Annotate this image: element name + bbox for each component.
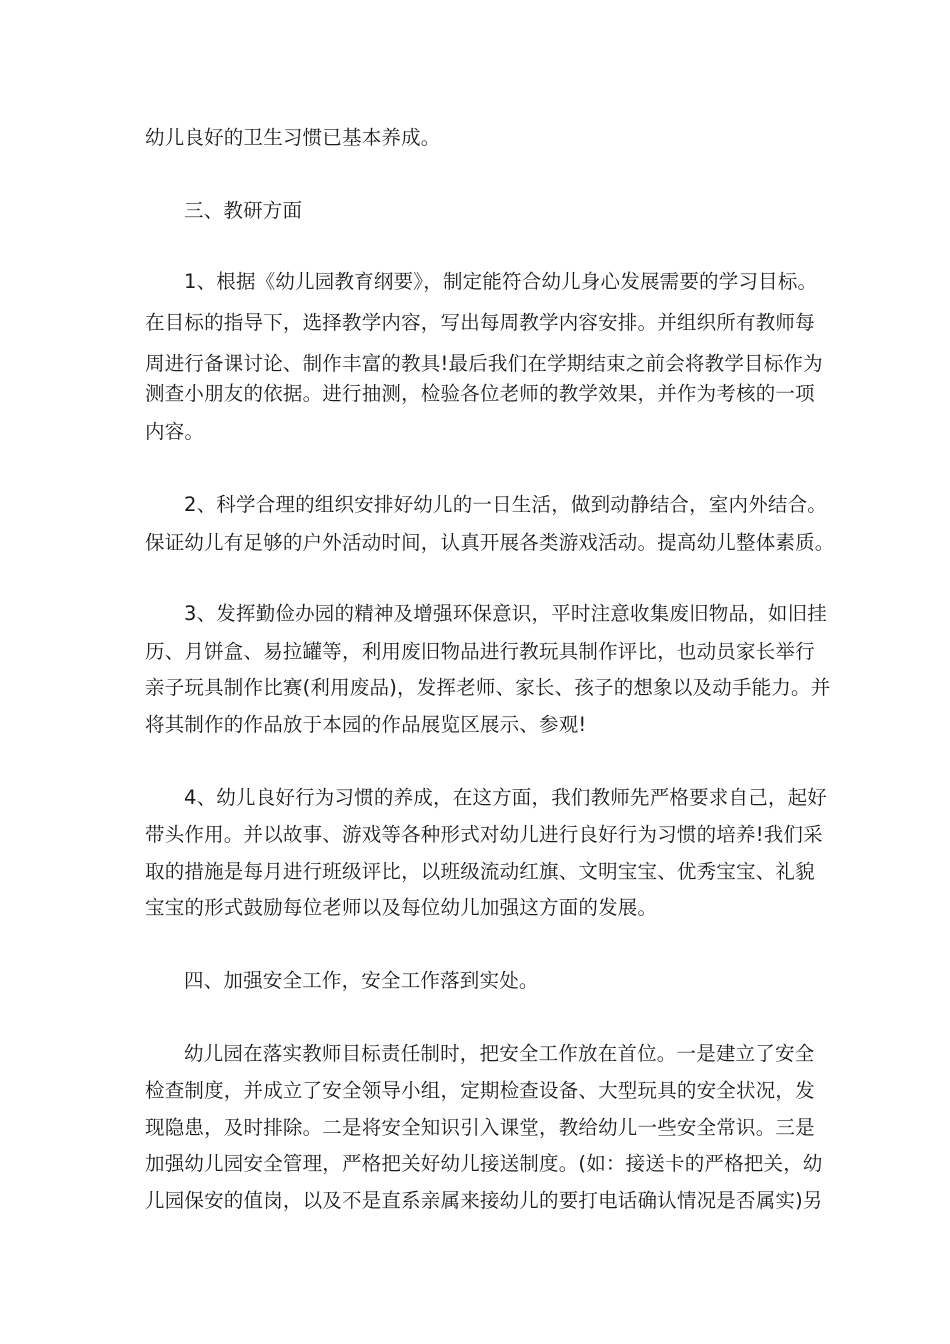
paragraph-line: 将其制作的作品放于本园的作品展览区展示、参观! [145,713,587,736]
paragraph-line: 在目标的指导下，选择教学内容，写出每周教学内容安排。并组织所有教师每 [145,311,815,334]
paragraph-line: 内容。 [145,420,205,443]
paragraph-line: 加强幼儿园安全管理，严格把关好幼儿接送制度。(如：接送卡的严格把关，幼 [145,1152,823,1175]
paragraph-line: 带头作用。并以故事、游戏等各种形式对幼儿进行良好行为习惯的培养!我们采 [145,823,823,846]
paragraph-line: 检查制度，并成立了安全领导小组，定期检查设备、大型玩具的安全状况，发 [145,1079,815,1102]
section-heading: 三、教研方面 [184,199,303,222]
paragraph-line: 周进行备课讨论、制作丰富的教具!最后我们在学期结束之前会将教学目标作为 [145,352,823,375]
paragraph-line: 4、幼儿良好行为习惯的养成，在这方面，我们教师先严格要求自己，起好 [184,786,828,809]
paragraph-line: 幼儿良好的卫生习惯已基本养成。 [145,126,441,149]
paragraph-line: 现隐患，及时排除。二是将安全知识引入课堂，教给幼儿一些安全常识。三是 [145,1116,815,1139]
paragraph-line: 幼儿园在落实教师目标责任制时，把安全工作放在首位。一是建立了安全 [184,1042,815,1065]
paragraph-line: 取的措施是每月进行班级评比，以班级流动红旗、文明宝宝、优秀宝宝、礼貌 [145,860,815,883]
paragraph-line: 历、月饼盒、易拉罐等，利用废旧物品进行教玩具制作评比，也动员家长举行 [145,640,815,663]
paragraph-line: 3、发挥勤俭办园的精神及增强环保意识，平时注意收集废旧物品，如旧挂 [184,602,828,625]
paragraph-line: 1、根据《幼儿园教育纲要》，制定能符合幼儿身心发展需要的学习目标。 [184,270,818,293]
paragraph-line: 亲子玩具制作比赛(利用废品)，发挥老师、家长、孩子的想象以及动手能力。并 [145,676,831,699]
section-heading: 四、加强安全工作，安全工作落到实处。 [184,969,539,992]
paragraph-line: 儿园保安的值岗，以及不是直系亲属来接幼儿的要打电话确认情况是否属实)另 [145,1189,823,1212]
paragraph-line: 保证幼儿有足够的户外活动时间，认真开展各类游戏活动。提高幼儿整体素质。 [145,531,835,554]
paragraph-line: 测查小朋友的依据。进行抽测，检验各位老师的教学效果，并作为考核的一项 [145,382,815,405]
paragraph-line: 宝宝的形式鼓励每位老师以及每位幼儿加强这方面的发展。 [145,896,658,919]
paragraph-line: 2、科学合理的组织安排好幼儿的一日生活，做到动静结合，室内外结合。 [184,493,828,516]
